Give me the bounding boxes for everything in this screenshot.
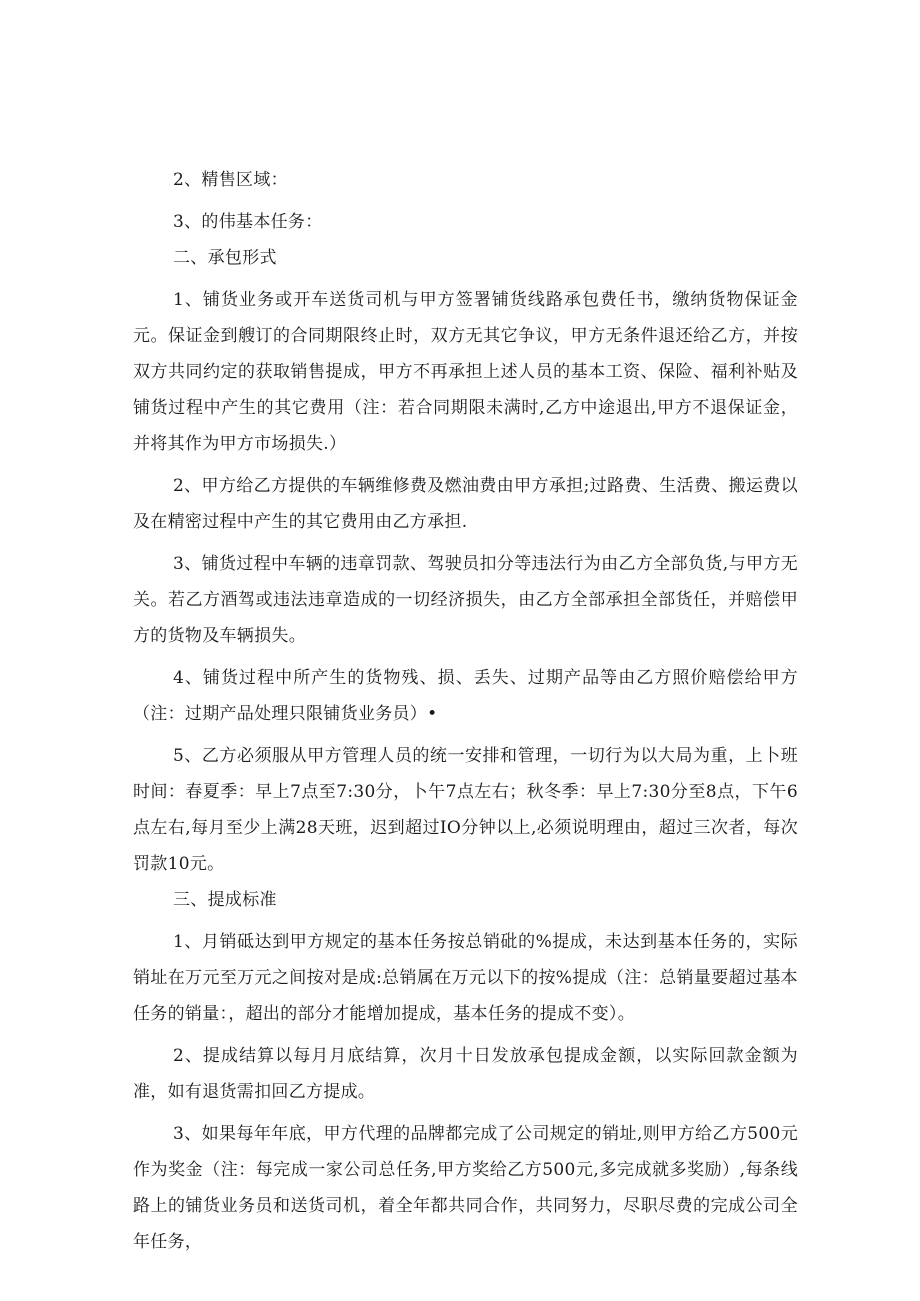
paragraph-basic-task: 3、的伟基本任务： (173, 212, 323, 232)
paragraph-contract-form-1: 1、铺货业务或开车送货司机与甲方签署铺货线路承包费任书，缴纳货物保证金元。保证金到艘订的合同期限终止时，双方无其它争议，甲方无条件退还给乙方，并按双方共同约定的获取销售提成，甲方不再承担上述人员的基本工资、保险、福利补贴及铺货过程中产生的其它费用（注：若合同期限未满时,乙方中途退出,甲方不退保证金，并将其作为甲方市场损失.） (133, 290, 798, 454)
section-heading-contract-form: 二、承包形式 (173, 248, 277, 268)
section-heading-commission-standard: 三、提成标准 (173, 890, 277, 910)
paragraph-contract-form-3: 3、铺货过程中车辆的违章罚款、驾驶员扣分等违法行为由乙方全部负货,与甲方无关。若乙方酒驾或违法违章造成的一切经济损失，由乙方全部承担全部货任，并赔偿甲方的货物及车辆损失。 (133, 554, 798, 646)
paragraph-contract-form-4: 4、铺货过程中所产生的货物残、损、丢失、过期产品等由乙方照价赔偿给甲方（注：过期产品处理只限铺货业务员）• (133, 668, 798, 724)
paragraph-contract-form-5: 5、乙方必须服从甲方管理人员的统一安排和管理，一切行为以大局为重，上卜班时间：春夏季：早上7点至7:30分，卜午7点左右；秋冬季：早上7:30分至8点，下午6点左右,每月至少上满28天班，迟到超过IO分钟以上,必须说明理由，超过三次者，每次罚款10元。 (133, 746, 798, 874)
paragraph-contract-form-2: 2、甲方给乙方提供的车辆维修费及燃油费由甲方承担;过路费、生活费、搬运费以及在精密过程中产生的其它费用由乙方承担. (133, 476, 798, 532)
paragraph-commission-3: 3、如果每年年底，甲方代理的品牌都完成了公司规定的销址,则甲方给乙方500元作为奖金（注：每完成一家公司总任务,甲方奖给乙方500元,多完成就多奖励）,每条线路上的铺货业务员和送货司机，着全年都共同合作，共同努力，尽职尽费的完成公司全年任务， (133, 1124, 798, 1252)
document-body (133, 162, 798, 1260)
paragraph-sales-region: 2、精售区域： (173, 170, 288, 190)
paragraph-commission-1: 1、月销砥达到甲方规定的基本任务按总销砒的%提成，未达到基本任务的，实际销址在万元至万元之间按对是成:总销属在万元以下的按%提成（注：总销量要超过基本任务的销量：，超出的部分才能增加提成，基本任务的提成不变）。 (133, 932, 798, 1024)
paragraph-commission-2: 2、提成结算以每月月底结算，次月十日发放承包提成金额，以实际回款金额为准，如有退货需扣回乙方提成。 (133, 1046, 798, 1102)
